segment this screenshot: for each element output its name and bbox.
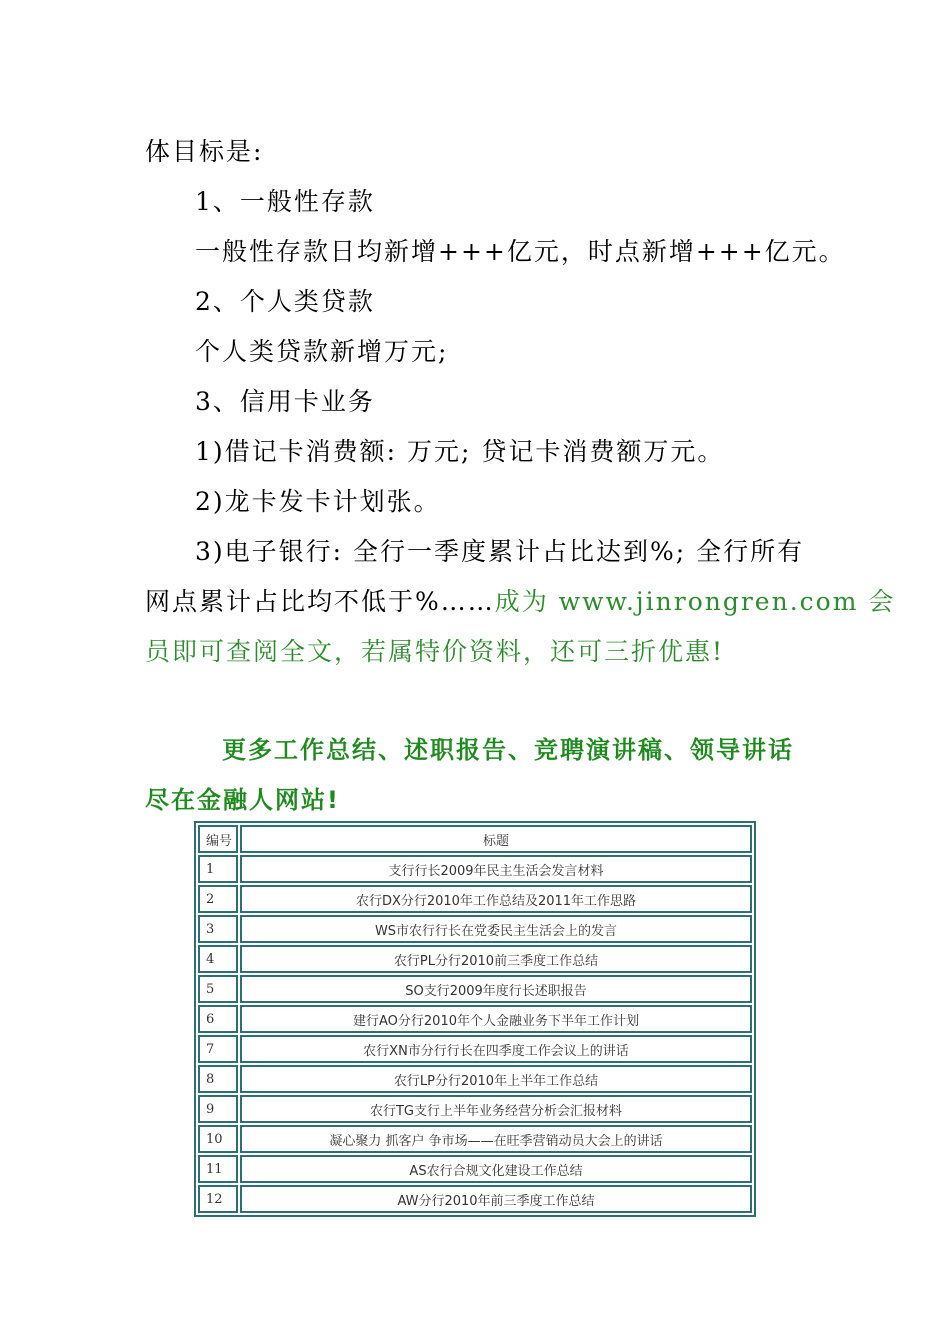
header-title: 标题	[240, 825, 752, 853]
table-row	[198, 1065, 752, 1093]
row-title-link[interactable]: WS市农行行长在党委民主生活会上的发言	[240, 915, 752, 943]
table-row	[198, 1185, 752, 1213]
body-line-3: 一般性存款日均新增+++亿元，时点新增+++亿元。	[195, 237, 846, 266]
row-title-link[interactable]: AW分行2010年前三季度工作总结	[240, 1185, 752, 1213]
row-title-link[interactable]: 凝心聚力 抓客户 争市场——在旺季营销动员大会上的讲话	[240, 1125, 752, 1153]
row-title-link[interactable]: 农行TG支行上半年业务经营分析会汇报材料	[240, 1095, 752, 1123]
row-title-link[interactable]: 农行XN市分行行长在四季度工作会议上的讲话	[240, 1035, 752, 1063]
body-line-1: 体目标是:	[145, 137, 264, 166]
table-row	[198, 885, 752, 913]
table-row	[198, 1095, 752, 1123]
table-row	[198, 1005, 752, 1033]
table-row	[198, 975, 752, 1003]
table-row	[198, 945, 752, 973]
body-line-10	[145, 584, 895, 620]
row-number: 2	[198, 885, 238, 913]
body-line-11: 员即可查阅全文，若属特价资料，还可三折优惠!	[145, 637, 725, 666]
row-title-link[interactable]: SO支行2009年度行长述职报告	[240, 975, 752, 1003]
header-number: 编号	[198, 825, 238, 853]
table-row	[198, 915, 752, 943]
row-number: 5	[198, 975, 238, 1003]
promo-line-1: 更多工作总结、述职报告、竞聘演讲稿、领导讲话	[222, 736, 794, 764]
body-line-8: 2)龙卡发卡计划张。	[195, 487, 441, 516]
row-number: 11	[198, 1155, 238, 1183]
table-row	[198, 855, 752, 883]
row-number: 7	[198, 1035, 238, 1063]
row-number: 12	[198, 1185, 238, 1213]
body-line-5: 个人类贷款新增万元;	[195, 337, 449, 366]
body-line-10-text: 网点累计占比均不低于%……	[145, 587, 495, 616]
article-list-table	[194, 821, 756, 1217]
row-number: 6	[198, 1005, 238, 1033]
table-row	[198, 1035, 752, 1063]
table-row	[198, 1125, 752, 1153]
body-line-4: 2、个人类贷款	[195, 287, 375, 316]
row-title-link[interactable]: 农行PL分行2010前三季度工作总结	[240, 945, 752, 973]
table-row	[198, 1155, 752, 1183]
body-line-2: 1、一般性存款	[195, 187, 375, 216]
body-line-9: 3)电子银行: 全行一季度累计占比达到%; 全行所有	[195, 537, 805, 566]
row-title-link[interactable]: 农行DX分行2010年工作总结及2011年工作思路	[240, 885, 752, 913]
row-title-link[interactable]: 建行AO分行2010年个人金融业务下半年工作计划	[240, 1005, 752, 1033]
table-header-row	[198, 825, 752, 853]
row-number: 1	[198, 855, 238, 883]
row-title-link[interactable]: 农行LP分行2010年上半年工作总结	[240, 1065, 752, 1093]
row-number: 4	[198, 945, 238, 973]
row-number: 8	[198, 1065, 238, 1093]
body-line-7: 1)借记卡消费额: 万元; 贷记卡消费额万元。	[195, 437, 725, 466]
row-title-link[interactable]: AS农行合规文化建设工作总结	[240, 1155, 752, 1183]
body-line-6: 3、信用卡业务	[195, 387, 375, 416]
row-number: 3	[198, 915, 238, 943]
promo-line-2: 尽在金融人网站!	[145, 786, 340, 814]
row-number: 9	[198, 1095, 238, 1123]
row-title-link[interactable]: 支行行长2009年民主生活会发言材料	[240, 855, 752, 883]
member-link-text[interactable]: 成为 www.jinrongren.com 会	[494, 587, 896, 616]
row-number: 10	[198, 1125, 238, 1153]
